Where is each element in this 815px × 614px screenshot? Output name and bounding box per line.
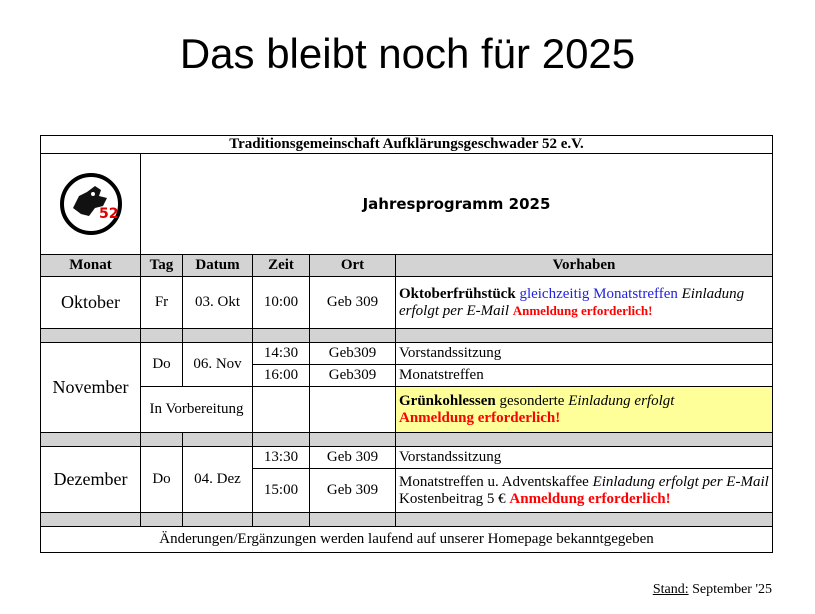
separator-row (41, 329, 773, 343)
program-table (40, 135, 773, 553)
table-row-november-3 (41, 387, 773, 433)
date-cell: 03. Okt (183, 277, 253, 329)
table-row-oktober (41, 277, 773, 329)
squadron-emblem-icon (59, 172, 123, 236)
event-invite: Einladung erfolgt (568, 392, 675, 409)
time-cell: 10:00 (253, 277, 310, 329)
event-invite: Einladung erfolgt per E-Mail (399, 285, 745, 319)
header-row (41, 255, 773, 277)
separator-row (41, 433, 773, 447)
table-row-dezember-1 (41, 447, 773, 469)
program-title: Jahresprogramm 2025 (141, 154, 773, 255)
event-title: Monatstreffen u. Adventskaffee (399, 473, 589, 490)
header-zeit: Zeit (253, 255, 310, 277)
header-monat: Monat (41, 255, 141, 277)
event-cell: Monatstreffen (396, 365, 773, 387)
time-cell: 15:00 (253, 469, 310, 513)
stand-line (653, 582, 772, 598)
cost-note: Kostenbeitrag 5 € (399, 490, 506, 507)
time-cell: 13:30 (253, 447, 310, 469)
header-ort: Ort (310, 255, 396, 277)
preparation-cell: In Vorbereitung (141, 387, 253, 433)
location-cell: Geb309 (310, 365, 396, 387)
month-november: November (41, 343, 141, 433)
day-cell: Do (141, 447, 183, 513)
event-invite: Einladung erfolgt per E-Mail (592, 473, 769, 490)
event-cell: Vorstandssitzung (396, 343, 773, 365)
separator-row (41, 513, 773, 527)
event-cell (396, 469, 773, 513)
table-row-november-1 (41, 343, 773, 365)
event-cell: Vorstandssitzung (396, 447, 773, 469)
logo-number: 52 (98, 206, 118, 222)
event-title: Grünkohlessen (399, 392, 496, 409)
org-name: Traditionsgemeinschaft Aufklärungsgeschwader 52 e.V. (41, 136, 773, 154)
footer-note: Änderungen/Ergänzungen werden laufend auf unserer Homepage bekanntgegeben (41, 527, 773, 553)
time-cell: 16:00 (253, 365, 310, 387)
stand-label: Stand: (652, 582, 689, 597)
date-cell: 04. Dez (183, 447, 253, 513)
event-title: Oktoberfrühstück (399, 285, 516, 302)
logo-cell (41, 154, 141, 255)
header-datum: Datum (183, 255, 253, 277)
location-cell: Geb309 (310, 343, 396, 365)
location-cell (310, 387, 396, 433)
date-cell: 06. Nov (183, 343, 253, 387)
location-cell: Geb 309 (310, 447, 396, 469)
slide-title: Das bleibt noch für 2025 (179, 30, 636, 77)
location-cell: Geb 309 (310, 277, 396, 329)
time-cell: 14:30 (253, 343, 310, 365)
month-oktober: Oktober (41, 277, 141, 329)
month-dezember: Dezember (41, 447, 141, 513)
stand-value: September '25 (692, 582, 772, 597)
event-cell (396, 277, 773, 329)
header-vorhaben: Vorhaben (396, 255, 773, 277)
day-cell: Do (141, 343, 183, 387)
event-note: gleichzeitig Monatstreffen (519, 285, 678, 302)
registration-note: Anmeldung erforderlich! (399, 409, 561, 426)
event-cell-highlight (396, 387, 773, 433)
header-tag: Tag (141, 255, 183, 277)
registration-note: Anmeldung erforderlich! (512, 302, 653, 318)
time-cell (253, 387, 310, 433)
location-cell: Geb 309 (310, 469, 396, 513)
event-note: gesonderte (499, 392, 565, 409)
registration-note: Anmeldung erforderlich! (509, 490, 671, 507)
day-cell: Fr (141, 277, 183, 329)
